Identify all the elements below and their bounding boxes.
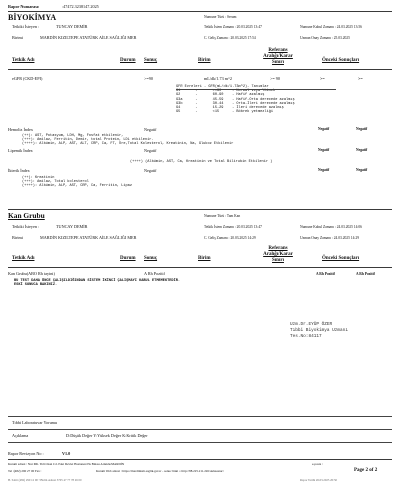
revision-label: Rapor Revizyon No : <box>8 451 44 456</box>
blood-unit-value: MARDİN KIZILTEPE ATATÜRK AİLE SAĞLIĞI MER <box>40 235 137 240</box>
note-line: (++++): Albümin, ALP, AST, CRP, Ca, Ferritin, Lipaz <box>22 184 132 189</box>
explanation-value: D:Düşük Değer Y:Yüksek Değer K:Kritik Değer <box>66 433 148 438</box>
hemolysis-notes <box>22 134 233 147</box>
icterus-result: Negatif <box>144 168 157 173</box>
icterus-prev-1: Negatif <box>318 168 330 172</box>
icterus-name: İkterik İndex <box>8 168 30 173</box>
request-date: Tetkik İstem Zamanı : 20.03.2025 13:47 <box>204 25 262 29</box>
blood-requested-by-label: Tetkiki İsteyen : <box>12 224 40 229</box>
blood-sample-type: Numune Türü : Tam Kan <box>204 214 241 218</box>
gfr-line: G5 - <15 - Böbrek yetmezliği <box>176 110 274 115</box>
lab-comment-label: Tıbbi Laboratuvar Yorumu <box>12 420 58 425</box>
unit-label: Birimi <box>12 35 23 40</box>
egfr-unit: mL/dk/1.73 m^2 <box>204 76 233 81</box>
note-line: (++++) (Albümin, AST, Ca, Kreatinin ve Total Bilirubin Etkilenir ) <box>130 160 273 164</box>
hemolysis-name: Hemoliz İndex <box>8 127 34 132</box>
hemolysis-prev-2: Negatif <box>356 127 368 131</box>
egfr-result: >=90 <box>144 76 153 81</box>
col-previous: Önceki Sonuçları <box>322 58 360 63</box>
institution-phone: Tel :(482) 290 27 00 Fax : <box>8 469 42 473</box>
section-title-blood: Kan Grubu <box>8 211 45 220</box>
note-line: (++): AST, Potasyum, LDH, Mg, Fosfat etkilenir, <box>22 134 124 138</box>
icterus-notes <box>22 176 132 189</box>
egfr-name: eGFR (CKD-EPI) <box>12 76 43 81</box>
footer-divider <box>8 429 392 430</box>
lipemia-result: Negatif <box>144 148 157 153</box>
blood-group-prev-2: A Rh Pozitif <box>356 272 375 276</box>
signature-title: Tıbbi Biyokimya Uzmanı <box>290 328 348 333</box>
blood-warning <box>14 279 180 287</box>
col-result: Sonuç <box>144 58 158 63</box>
section-title-biochem: BİYOKİMYA <box>8 13 57 22</box>
approval-date: Uzman Onay Zamanı : 25.03.2025 <box>300 36 350 40</box>
lipemia-name: Lipemik İndex <box>8 148 33 153</box>
note-line: (++): Kreatinin <box>22 176 55 180</box>
col-test-name: Tetkik Adı <box>12 58 35 63</box>
institution-web: Kurum Web adresi : https://mardinism.saglik.gov.tr - sonuc linki = http://88.225.211.226/oklusonuc/ <box>96 469 224 473</box>
section-divider <box>8 209 392 210</box>
print-date: Rapor Tarihi 26.03.2025 20:50 <box>300 478 337 482</box>
gfr-line: G4 - 15-29 - İleri derecede azalmış <box>176 106 284 111</box>
gfr-header-rule <box>176 89 336 90</box>
lipemia-note <box>130 160 272 164</box>
gfr-line: G2 - 60-90 - Hafif azalmış <box>176 93 265 98</box>
header-divider <box>8 11 392 12</box>
blood-col-previous: Önceki Sonuçları <box>322 256 360 261</box>
note-line: (+++): Amilaz, Total kolesterol <box>22 180 89 185</box>
note-line: (+++): Amilaz, Ferritin, Demir, total Protein, LDL etkilenir. <box>22 138 154 143</box>
footer-divider <box>8 442 392 443</box>
blood-col-status: Durum <box>120 256 136 261</box>
institution-address: Kurum adresi : Nur Mh. Yeli Ozan Cd. Eski Devlet Hastanesi Ek Binası Artuklu/MARDİN <box>8 462 125 466</box>
col-status: Durum <box>120 58 136 63</box>
egfr-prev-2: >= <box>358 76 363 81</box>
blood-table-divider <box>8 267 392 268</box>
sample-accept-date: Numune Kabul Zamanı : 24.03.2025 13:56 <box>300 25 362 29</box>
footer-bottom-info: H. Sabit (482) 290 12 00 • Birim Adresi 3705 47 77 78 26 00 <box>8 478 82 482</box>
col-unit: Birim <box>198 58 211 63</box>
lipemia-prev-2: Negatif <box>356 148 368 152</box>
arrival-date: C. Geliş Zamanı : 20.03.2025 17:54 <box>204 36 256 40</box>
sample-type: Numune Türü : Serum <box>204 15 237 19</box>
icterus-prev-2: Negatif <box>356 168 368 172</box>
blood-col-result: Sonuç <box>144 256 158 261</box>
requested-by-label: Tetkiki İsteyen : <box>12 24 40 29</box>
blood-request-date: Tetkik İstem Zamanı : 20.03.2025 13:47 <box>204 225 262 229</box>
unit-value: MARDİN KIZILTEPE ATATÜRK AİLE SAĞLIĞI MER <box>40 35 137 40</box>
lipemia-prev-1: Negatif <box>318 148 330 152</box>
blood-approval-date: Uzman Onay Zamanı : 24.03.2025 14:29 <box>300 236 359 240</box>
signature-reg-no: Tes.No:84117 <box>290 334 322 339</box>
requested-by-value: TUNCAY DEMİR <box>56 24 88 29</box>
gfr-line: GFR Evreleri - GFR(mL/dk/1.73m^2)- Tanımlar <box>176 85 269 89</box>
note-line: (++++): Albümin, ALP, AST, ALT, CRP, Ca, FT, Üre,Total Kolesterol, Kreatinin, Na, Glukoz Etkilenir <box>22 142 234 147</box>
warning-line: ESKİ SONUCA BAKINIZ. <box>14 283 58 288</box>
blood-arrival-date: C. Geliş Zamanı : 20.03.2025 14:29 <box>204 236 256 240</box>
gfr-line: G1 - >=90 - Normal veya Yüksek <box>176 89 276 94</box>
blood-col-reference: Referans Aralığı/Karar Sınırı <box>263 246 293 263</box>
col-reference: Referans Aralığı/Karar Sınırı <box>263 48 293 65</box>
warning-line: BU TEST DAHA ÖNCE ÇALIŞILDIĞINDAN SİSTEM İKİNCİ ÇALIŞMAYI KABUL ETMEMEKTEDİR. <box>14 279 181 283</box>
gfr-line: G3b - 30-44 - Orta-İleri derecede azalmış <box>176 101 295 106</box>
hemolysis-prev-1: Negatif <box>318 127 330 131</box>
blood-group-result: A Rh Pozitif <box>144 271 165 276</box>
institution-email: e-posta : <box>312 462 323 466</box>
footer-divider-bold <box>8 459 392 460</box>
blood-group-prev-1: A Rh Pozitif <box>316 272 335 276</box>
page-number: Page 2 of 2 <box>354 468 378 473</box>
signature-name: Uzm.Dr.EYÜP ÖZER <box>290 322 333 327</box>
blood-group-name: Kan Grubu(ABO Rh tayini) <box>8 271 55 276</box>
gfr-line: G3a - 45-59 - Hafif-Orta derecede azalmış <box>176 97 295 102</box>
revision-value: V1.0 <box>62 451 71 456</box>
blood-requested-by-value: TUNCAY DEMİR <box>56 224 88 229</box>
egfr-prev-1: >= <box>320 76 325 81</box>
explanation-label: Açıklama <box>12 433 29 438</box>
signature-block <box>290 322 348 340</box>
report-no-label: Rapor Numarası: <box>8 4 40 9</box>
egfr-reference: >= 90 <box>270 76 280 81</box>
table-header-divider <box>8 69 392 70</box>
blood-col-unit: Birim <box>198 256 211 261</box>
blood-sample-accept-date: Numune Kabul Zamanı : 24.03.2025 14:06 <box>300 225 362 229</box>
hemolysis-result: Negatif <box>144 127 157 132</box>
blood-col-test-name: Tetkik Adı <box>12 256 35 261</box>
blood-unit-label: Birimi <box>12 235 23 240</box>
footer-divider-top <box>8 416 392 417</box>
report-no-value: :47472.3238147.2025 <box>62 4 99 9</box>
